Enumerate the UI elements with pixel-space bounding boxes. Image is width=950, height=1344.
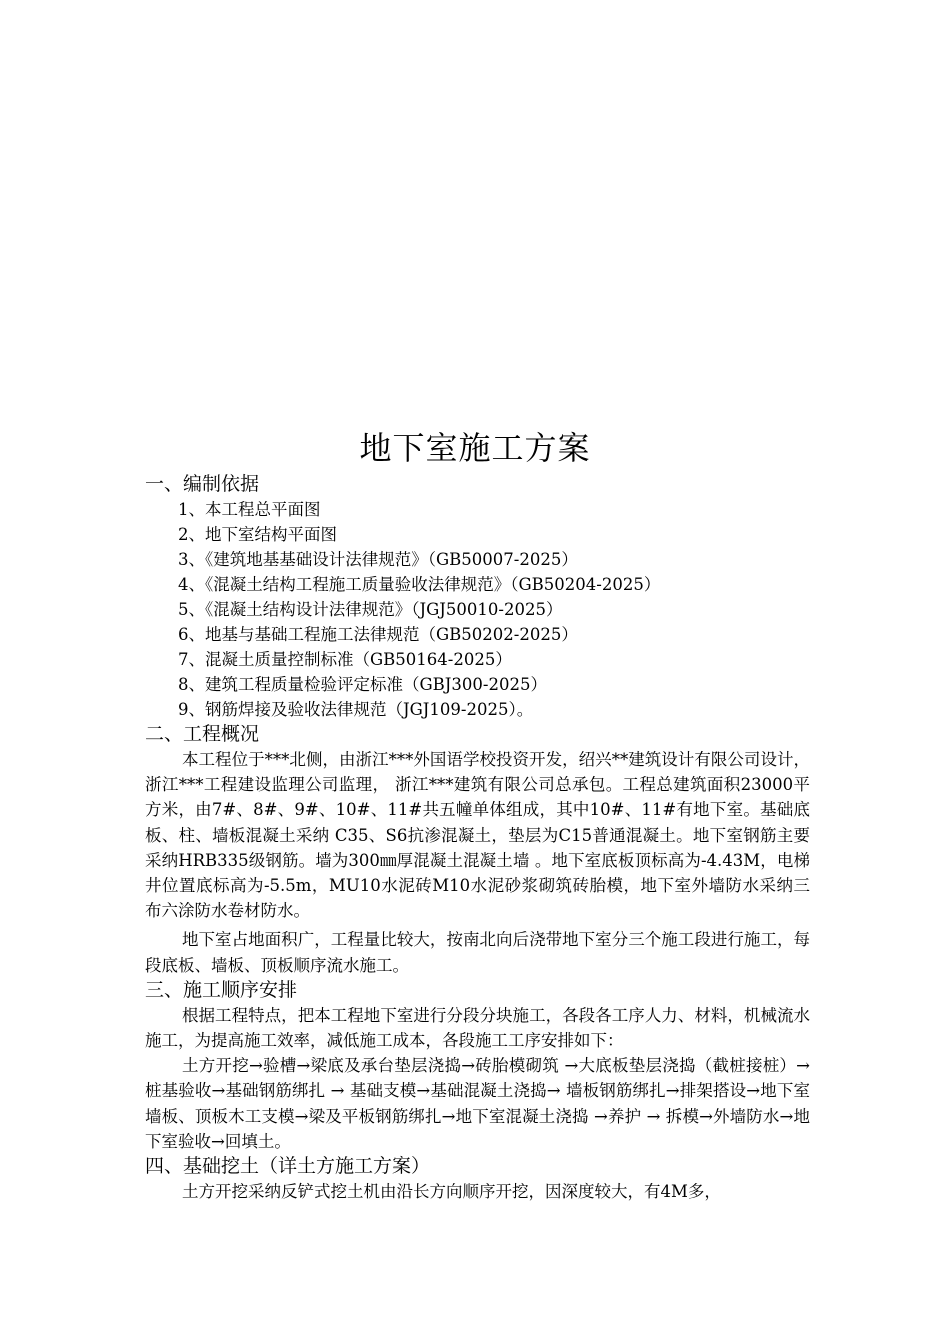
section-heading: 二、工程概况: [145, 723, 260, 745]
paragraph: 本工程位于***北侧，由浙江***外国语学校投资开发，绍兴**建筑设计有限公司设计，浙江***工程建设监理公司监理， 浙江***建筑有限公司总承包。工程总建筑面积23000平方米，由7#、8#、9#、10#、11#共五幢单体组成，其中10#、11#有地下室。基础底板、柱、墙板混凝土采纳 C35、S6抗渗混凝土，垫层为C15普通混凝土。地下室钢筋主要采纳HRB335级钢筋。墙为300㎜厚混凝土混凝土墙 。地下室底板顶标高为-4.43M，电梯井位置底标高为-5.5m，MU10水泥砖M10水泥砂浆砌筑砖胎模，地下室外墙防水采纳三布六涂防水卷材防水。: [145, 750, 810, 921]
paragraph: 土方开挖→验槽→梁底及承台垫层浇捣→砖胎模砌筑 →大底板垫层浇捣（截桩接桩）→桩基验收→基础钢筋绑扎 → 基础支模→基础混凝土浇捣→ 墙板钢筋绑扎→排架搭设→地下室墙板、顶板木工支模→梁及平板钢筋绑扎→地下室混凝土浇捣 →养护 → 拆模→外墙防水→地下室验收→回填土。: [145, 1056, 810, 1151]
document-title: 地下室施工方案: [359, 429, 591, 467]
reference-item: 7、混凝土质量控制标准（GB50164-2025）: [178, 650, 512, 669]
section-basis: [145, 472, 810, 722]
reference-item: 4、《混凝土结构工程施工质量验收法律规范》（GB50204-2025）: [178, 575, 661, 594]
section-heading: 一、编制依据: [145, 473, 260, 495]
section-sequence: [145, 978, 810, 1154]
document-body: [145, 472, 810, 1204]
paragraph: 土方开挖采纳反铲式挖土机由沿长方向顺序开挖，因深度较大，有4M多，: [182, 1182, 721, 1202]
paragraph: 地下室占地面积广，工程量比较大，按南北向后浇带地下室分三个施工段进行施工，每段底板、墙板、顶板顺序流水施工。: [145, 930, 810, 975]
section-heading: 三、施工顺序安排: [145, 978, 298, 1001]
reference-item: 8、建筑工程质量检验评定标准（GBJ300-2025）: [178, 675, 547, 694]
reference-item: 9、钢筋焊接及验收法律规范（JGJ109-2025）。: [178, 700, 534, 719]
section-heading: 四、基础挖土（详土方施工方案）: [145, 1155, 431, 1178]
section-excavation: [145, 1154, 810, 1204]
section-overview: [145, 722, 810, 978]
reference-item: 3、《建筑地基基础设计法律规范》（GB50007-2025）: [178, 550, 578, 569]
reference-item: 6、地基与基础工程施工法律规范（GB50202-2025）: [178, 625, 578, 644]
reference-item: 1、本工程总平面图: [178, 500, 321, 519]
paragraph: 根据工程特点，把本工程地下室进行分段分块施工，各段各工序人力、材料，机械流水施工，为提高施工效率，减低施工成本，各段施工工序安排如下：: [145, 1005, 810, 1051]
reference-item: 5、《混凝土结构设计法律规范》（JGJ50010-2025）: [178, 600, 563, 619]
reference-item: 2、地下室结构平面图: [178, 525, 337, 544]
